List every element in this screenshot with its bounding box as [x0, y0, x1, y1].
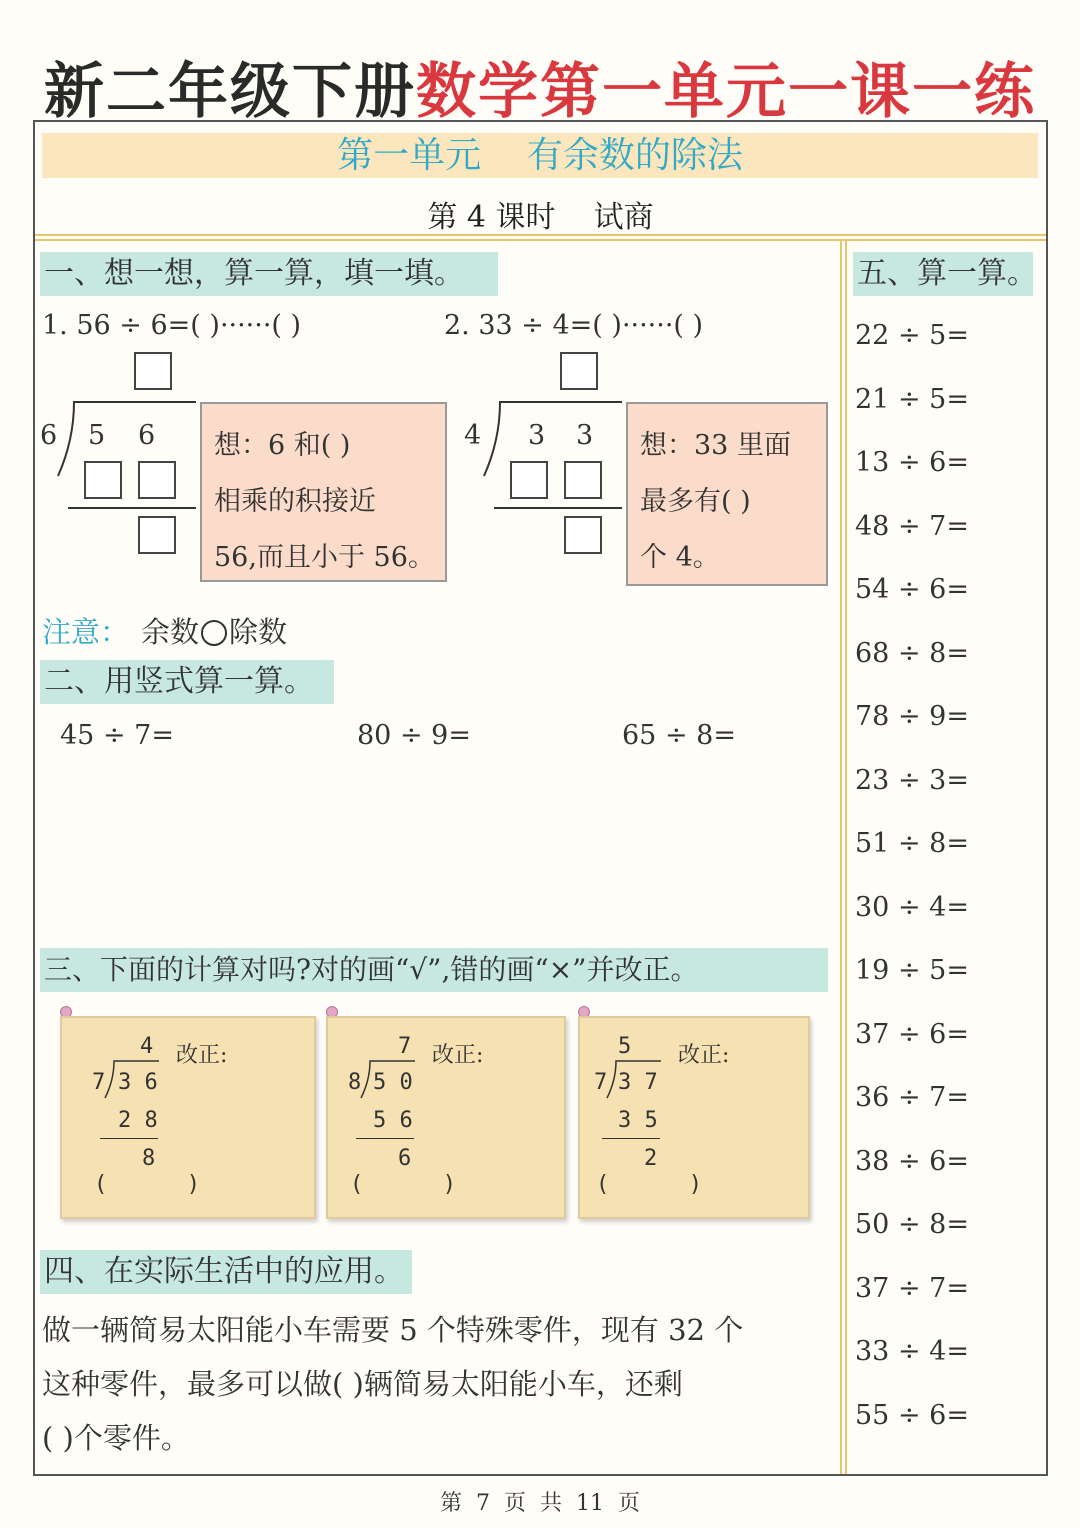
- q2-hint-line: 最多有( ): [640, 486, 751, 517]
- mental-calc-problem: 68 ÷ 8=: [855, 638, 969, 669]
- mental-calc-problem: 36 ÷ 7=: [855, 1082, 969, 1113]
- q1-dividend-tens: 5: [88, 420, 106, 451]
- q2-product-ones-box[interactable]: [564, 461, 602, 499]
- q2-divisor: 4: [464, 420, 482, 451]
- mental-calc-problem: 55 ÷ 6=: [855, 1400, 969, 1431]
- unit-title: 第一单元 有余数的除法: [337, 135, 743, 176]
- q2-hint-line: 想：33 里面: [640, 430, 791, 461]
- q1-divisor: 6: [40, 420, 58, 451]
- mental-calc-problem: 23 ÷ 3=: [855, 765, 969, 796]
- q2-dividend-tens: 3: [528, 420, 546, 451]
- mental-calc-problem: 33 ÷ 4=: [855, 1336, 969, 1367]
- mental-calc-problem: 22 ÷ 5=: [855, 320, 969, 351]
- card1-answer-paren[interactable]: ( ): [94, 1172, 200, 1197]
- mental-calc-problem: 30 ÷ 4=: [855, 892, 969, 923]
- lesson-title: 第 4 课时 试商: [427, 200, 654, 235]
- mental-calc-problem: 19 ÷ 5=: [855, 955, 969, 986]
- mental-calc-problem: 48 ÷ 7=: [855, 511, 969, 542]
- q2-quotient-box[interactable]: [560, 352, 598, 390]
- vertical-calc-problem: 65 ÷ 8=: [622, 720, 736, 751]
- page-number: 第 7 页 共 11 页: [440, 1491, 640, 1516]
- q1-hint-box: [200, 402, 447, 582]
- title-subject: 数学第一单元一课一练: [416, 57, 1036, 127]
- card2-answer-paren[interactable]: ( ): [350, 1172, 456, 1197]
- q2-subtract-line: [494, 507, 622, 509]
- q1-hint-line: 想：6 和( ): [214, 430, 351, 461]
- card1-line: [100, 1138, 158, 1139]
- q1-remainder-box[interactable]: [138, 516, 176, 554]
- mental-calc-problem: 54 ÷ 6=: [855, 574, 969, 605]
- card1-remainder: 8: [142, 1146, 156, 1171]
- mental-calc-problem: 78 ÷ 9=: [855, 701, 969, 732]
- mental-calc-problem: 51 ÷ 8=: [855, 828, 969, 859]
- q1-quotient-box[interactable]: [134, 352, 172, 390]
- q2-product-tens-box[interactable]: [510, 461, 548, 499]
- card3-dividend: 3 7: [618, 1070, 658, 1095]
- card1-divisor: 7: [92, 1070, 106, 1095]
- q1-subtract-line: [68, 507, 196, 509]
- card2-correction-label: 改正:: [432, 1043, 484, 1068]
- card2-product: 5 6: [373, 1108, 413, 1133]
- q1-dividend-ones: 6: [138, 420, 156, 451]
- card1-product: 2 8: [118, 1108, 158, 1133]
- q2-hint-line: 个 4。: [640, 542, 720, 573]
- section4-heading: 四、在实际生活中的应用。: [40, 1250, 412, 1294]
- q1-hint-line: 相乘的积接近: [214, 486, 376, 517]
- card3-quotient: 5: [618, 1034, 632, 1059]
- note-line: [42, 610, 287, 651]
- q1-expression: 1. 56 ÷ 6=( )······( ): [42, 310, 302, 341]
- card3-correction-label: 改正:: [678, 1043, 730, 1068]
- vertical-calc-problem: 80 ÷ 9=: [357, 720, 471, 751]
- note-divisor: 除数: [229, 615, 288, 649]
- mental-calc-problem: 21 ÷ 5=: [855, 384, 969, 415]
- q2-expression: 2. 33 ÷ 4=( )······( ): [444, 310, 704, 341]
- card2-dividend: 5 0: [373, 1070, 413, 1095]
- card2-line: [356, 1138, 414, 1139]
- mental-calc-problem: 50 ÷ 8=: [855, 1209, 969, 1240]
- card2-divisor: 8: [348, 1070, 362, 1095]
- header-divider: [35, 234, 1046, 236]
- compare-circle[interactable]: [201, 620, 227, 646]
- note-label: 注意：: [42, 615, 130, 649]
- vertical-calc-problem: 45 ÷ 7=: [60, 720, 174, 751]
- card2-quotient: 7: [398, 1034, 412, 1059]
- mental-calc-problem: 38 ÷ 6=: [855, 1146, 969, 1177]
- card3-product: 3 5: [618, 1108, 658, 1133]
- mental-calc-problem: 37 ÷ 6=: [855, 1019, 969, 1050]
- title-grade: 新二年级下册: [44, 57, 416, 127]
- q1-product-ones-box[interactable]: [138, 461, 176, 499]
- section5-heading: 五、算一算。: [853, 252, 1033, 296]
- word-problem-line: 这种零件，最多可以做( )辆简易太阳能小车，还剩: [42, 1367, 683, 1401]
- section3-heading: 三、下面的计算对吗?对的画“√”,错的画“×”并改正。: [40, 948, 828, 992]
- mental-calc-problem: 37 ÷ 7=: [855, 1273, 969, 1304]
- q2-hint-box: [626, 402, 828, 586]
- word-problem-line: 做一辆简易太阳能小车需要 5 个特殊零件，现有 32 个: [42, 1313, 744, 1347]
- section1-heading: 一、想一想，算一算，填一填。: [40, 252, 498, 296]
- column-divider-2: [845, 240, 847, 1474]
- q1-product-tens-box[interactable]: [84, 461, 122, 499]
- card2-remainder: 6: [398, 1146, 412, 1171]
- q1-division-bracket: [56, 400, 198, 480]
- section2-heading: 二、用竖式算一算。: [40, 660, 334, 704]
- card3-line: [602, 1138, 660, 1139]
- card3-divisor: 7: [594, 1070, 608, 1095]
- page-title: [0, 44, 1080, 130]
- header-divider-2: [35, 239, 1046, 241]
- card1-dividend: 3 6: [118, 1070, 158, 1095]
- card1-correction-label: 改正:: [176, 1043, 228, 1068]
- card3-remainder: 2: [644, 1146, 658, 1171]
- column-divider: [840, 240, 842, 1474]
- q2-dividend-ones: 3: [576, 420, 594, 451]
- q2-remainder-box[interactable]: [564, 516, 602, 554]
- card3-answer-paren[interactable]: ( ): [596, 1172, 702, 1197]
- note-remainder: 余数: [141, 615, 200, 649]
- mental-calc-problem: 13 ÷ 6=: [855, 447, 969, 478]
- word-problem-line: ( )个零件。: [42, 1421, 190, 1455]
- q1-hint-line: 56,而且小于 56。: [214, 542, 435, 573]
- card1-quotient: 4: [140, 1034, 154, 1059]
- q2-division-bracket: [482, 400, 624, 480]
